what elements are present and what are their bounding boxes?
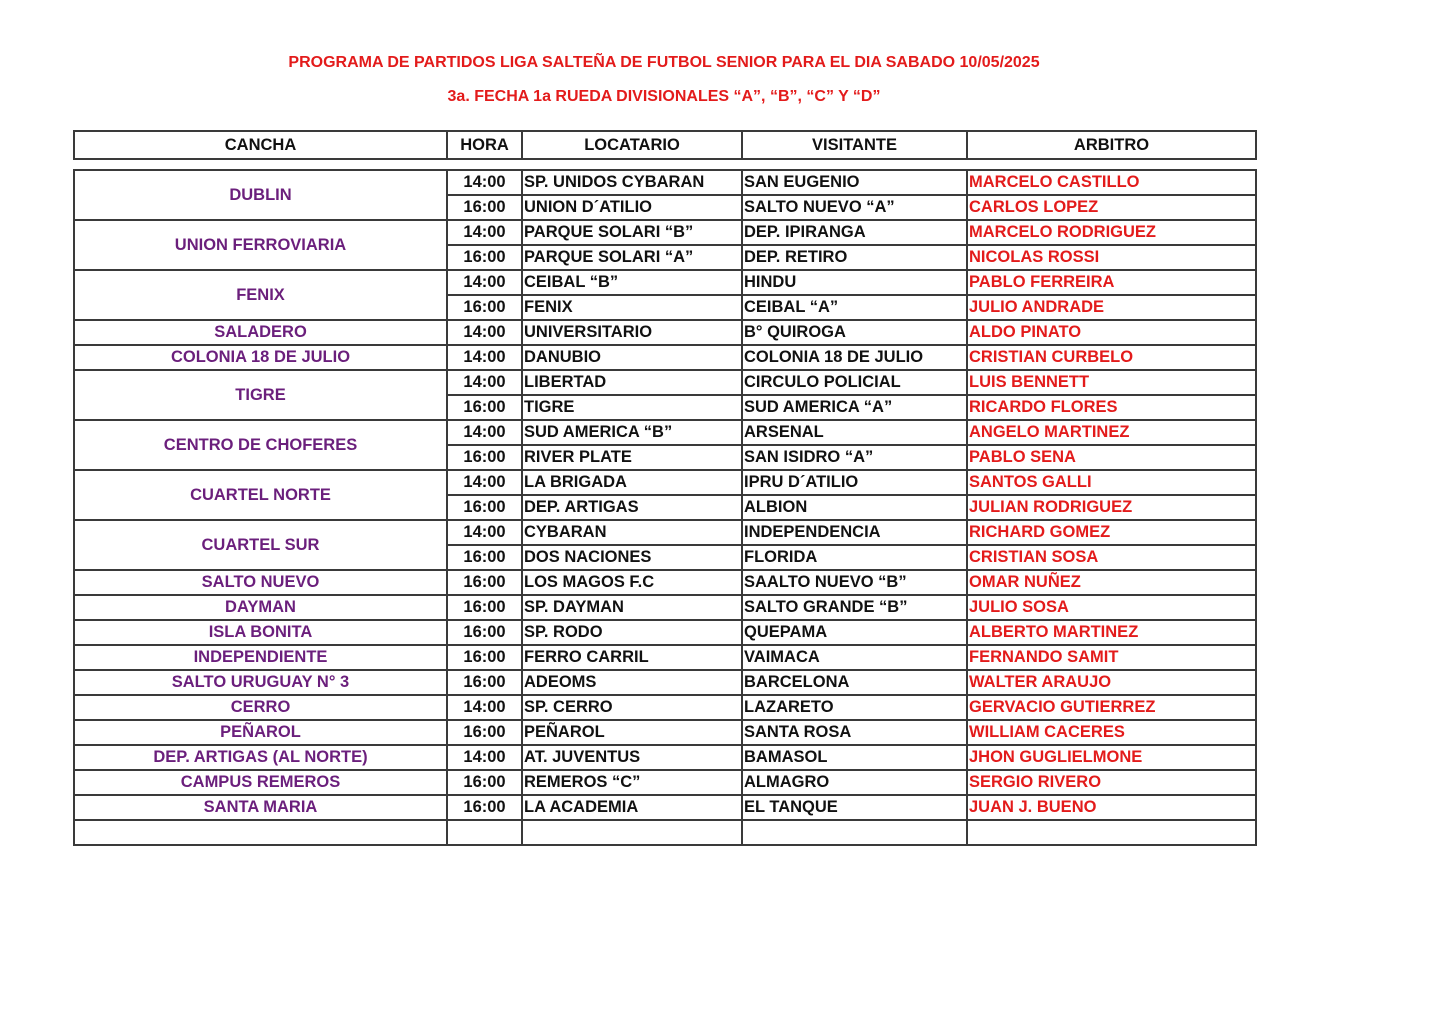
cancha-cell: SALTO URUGUAY N° 3 <box>74 670 447 695</box>
hora-cell: 14:00 <box>447 220 522 245</box>
locatario-cell: PEÑAROL <box>522 720 742 745</box>
arbitro-cell: CARLOS LOPEZ <box>967 195 1256 220</box>
empty-cell <box>742 820 967 845</box>
visitante-cell: SUD AMERICA “A” <box>742 395 967 420</box>
arbitro-cell: JULIO SOSA <box>967 595 1256 620</box>
locatario-cell: FENIX <box>522 295 742 320</box>
locatario-cell: RIVER PLATE <box>522 445 742 470</box>
arbitro-cell: FERNANDO SAMIT <box>967 645 1256 670</box>
visitante-cell: BAMASOL <box>742 745 967 770</box>
header-visitante: VISITANTE <box>742 131 967 159</box>
schedule-body <box>74 170 1256 845</box>
table-row <box>74 345 1256 370</box>
arbitro-cell: RICHARD GOMEZ <box>967 520 1256 545</box>
arbitro-cell: OMAR NUÑEZ <box>967 570 1256 595</box>
visitante-cell: ALBION <box>742 495 967 520</box>
arbitro-cell: CRISTIAN SOSA <box>967 545 1256 570</box>
visitante-cell: SALTO NUEVO “A” <box>742 195 967 220</box>
cancha-cell: DAYMAN <box>74 595 447 620</box>
hora-cell: 16:00 <box>447 770 522 795</box>
hora-cell: 16:00 <box>447 795 522 820</box>
schedule-table <box>73 169 1257 846</box>
hora-cell: 16:00 <box>447 620 522 645</box>
hora-cell: 14:00 <box>447 745 522 770</box>
locatario-cell: LA BRIGADA <box>522 470 742 495</box>
visitante-cell: SAN ISIDRO “A” <box>742 445 967 470</box>
visitante-cell: IPRU D´ATILIO <box>742 470 967 495</box>
visitante-cell: ALMAGRO <box>742 770 967 795</box>
cancha-cell: CERRO <box>74 695 447 720</box>
arbitro-cell: WALTER ARAUJO <box>967 670 1256 695</box>
visitante-cell: ARSENAL <box>742 420 967 445</box>
hora-cell: 14:00 <box>447 270 522 295</box>
locatario-cell: REMEROS “C” <box>522 770 742 795</box>
locatario-cell: LIBERTAD <box>522 370 742 395</box>
cancha-cell: CAMPUS REMEROS <box>74 770 447 795</box>
hora-cell: 16:00 <box>447 720 522 745</box>
hora-cell: 14:00 <box>447 695 522 720</box>
visitante-cell: LAZARETO <box>742 695 967 720</box>
table-row <box>74 645 1256 670</box>
header-hora: HORA <box>447 131 522 159</box>
locatario-cell: DANUBIO <box>522 345 742 370</box>
cancha-cell: TIGRE <box>74 370 447 420</box>
visitante-cell: DEP. RETIRO <box>742 245 967 270</box>
table-row <box>74 795 1256 820</box>
arbitro-cell: ANGELO MARTINEZ <box>967 420 1256 445</box>
empty-cell <box>447 820 522 845</box>
header-locatario: LOCATARIO <box>522 131 742 159</box>
table-row <box>74 220 1256 245</box>
table-row <box>74 720 1256 745</box>
arbitro-cell: JULIAN RODRIGUEZ <box>967 495 1256 520</box>
arbitro-cell: JHON GUGLIELMONE <box>967 745 1256 770</box>
locatario-cell: SP. CERRO <box>522 695 742 720</box>
locatario-cell: SP. RODO <box>522 620 742 645</box>
cancha-cell: SALTO NUEVO <box>74 570 447 595</box>
empty-cell <box>74 820 447 845</box>
locatario-cell: SP. UNIDOS CYBARAN <box>522 170 742 195</box>
hora-cell: 16:00 <box>447 670 522 695</box>
locatario-cell: UNION D´ATILIO <box>522 195 742 220</box>
hora-cell: 14:00 <box>447 320 522 345</box>
locatario-cell: CYBARAN <box>522 520 742 545</box>
visitante-cell: COLONIA 18 DE JULIO <box>742 345 967 370</box>
page-title: PROGRAMA DE PARTIDOS LIGA SALTEÑA DE FUTBOL SENIOR PARA EL DIA SABADO 10/05/2025 <box>288 54 1040 71</box>
table-row <box>74 670 1256 695</box>
hora-cell: 16:00 <box>447 295 522 320</box>
hora-cell: 16:00 <box>447 595 522 620</box>
locatario-cell: UNIVERSITARIO <box>522 320 742 345</box>
table-row <box>74 695 1256 720</box>
locatario-cell: CEIBAL “B” <box>522 270 742 295</box>
locatario-cell: PARQUE SOLARI “A” <box>522 245 742 270</box>
arbitro-cell: WILLIAM CACERES <box>967 720 1256 745</box>
locatario-cell: LA ACADEMIA <box>522 795 742 820</box>
table-row <box>74 270 1256 295</box>
arbitro-cell: PABLO SENA <box>967 445 1256 470</box>
arbitro-cell: ALDO PINATO <box>967 320 1256 345</box>
visitante-cell: FLORIDA <box>742 545 967 570</box>
arbitro-cell: CRISTIAN CURBELO <box>967 345 1256 370</box>
visitante-cell: SAALTO NUEVO “B” <box>742 570 967 595</box>
header-table <box>73 130 1257 160</box>
hora-cell: 14:00 <box>447 170 522 195</box>
arbitro-cell: SERGIO RIVERO <box>967 770 1256 795</box>
hora-cell: 14:00 <box>447 370 522 395</box>
visitante-cell: HINDU <box>742 270 967 295</box>
header-cancha: CANCHA <box>74 131 447 159</box>
visitante-cell: SALTO GRANDE “B” <box>742 595 967 620</box>
cancha-cell: DEP. ARTIGAS (AL NORTE) <box>74 745 447 770</box>
locatario-cell: DOS NACIONES <box>522 545 742 570</box>
empty-row <box>74 820 1256 845</box>
locatario-cell: SUD AMERICA “B” <box>522 420 742 445</box>
hora-cell: 16:00 <box>447 495 522 520</box>
cancha-cell: FENIX <box>74 270 447 320</box>
hora-cell: 16:00 <box>447 395 522 420</box>
table-row <box>74 370 1256 395</box>
arbitro-cell: MARCELO RODRIGUEZ <box>967 220 1256 245</box>
visitante-cell: BARCELONA <box>742 670 967 695</box>
hora-cell: 16:00 <box>447 245 522 270</box>
table-row <box>74 620 1256 645</box>
arbitro-cell: RICARDO FLORES <box>967 395 1256 420</box>
arbitro-cell: MARCELO CASTILLO <box>967 170 1256 195</box>
header-arbitro: ARBITRO <box>967 131 1256 159</box>
arbitro-cell: JUAN J. BUENO <box>967 795 1256 820</box>
arbitro-cell: PABLO FERREIRA <box>967 270 1256 295</box>
table-row <box>74 745 1256 770</box>
table-row <box>74 170 1256 195</box>
hora-cell: 16:00 <box>447 645 522 670</box>
hora-cell: 16:00 <box>447 445 522 470</box>
hora-cell: 14:00 <box>447 345 522 370</box>
table-row <box>74 770 1256 795</box>
empty-cell <box>522 820 742 845</box>
locatario-cell: DEP. ARTIGAS <box>522 495 742 520</box>
visitante-cell: VAIMACA <box>742 645 967 670</box>
locatario-cell: TIGRE <box>522 395 742 420</box>
page-subtitle: 3a. FECHA 1a RUEDA DIVISIONALES “A”, “B”, “C” Y “D” <box>447 88 881 105</box>
arbitro-cell: SANTOS GALLI <box>967 470 1256 495</box>
locatario-cell: FERRO CARRIL <box>522 645 742 670</box>
locatario-cell: SP. DAYMAN <box>522 595 742 620</box>
empty-cell <box>967 820 1256 845</box>
hora-cell: 14:00 <box>447 420 522 445</box>
visitante-cell: DEP. IPIRANGA <box>742 220 967 245</box>
arbitro-cell: ALBERTO MARTINEZ <box>967 620 1256 645</box>
visitante-cell: EL TANQUE <box>742 795 967 820</box>
locatario-cell: LOS MAGOS F.C <box>522 570 742 595</box>
cancha-cell: CUARTEL SUR <box>74 520 447 570</box>
header-row <box>74 131 1256 159</box>
table-row <box>74 470 1256 495</box>
table-row <box>74 420 1256 445</box>
hora-cell: 16:00 <box>447 570 522 595</box>
cancha-cell: CENTRO DE CHOFERES <box>74 420 447 470</box>
arbitro-cell: JULIO ANDRADE <box>967 295 1256 320</box>
visitante-cell: CIRCULO POLICIAL <box>742 370 967 395</box>
cancha-cell: CUARTEL NORTE <box>74 470 447 520</box>
hora-cell: 16:00 <box>447 545 522 570</box>
cancha-cell: DUBLIN <box>74 170 447 220</box>
arbitro-cell: NICOLAS ROSSI <box>967 245 1256 270</box>
visitante-cell: INDEPENDENCIA <box>742 520 967 545</box>
hora-cell: 14:00 <box>447 470 522 495</box>
table-row <box>74 570 1256 595</box>
arbitro-cell: LUIS BENNETT <box>967 370 1256 395</box>
cancha-cell: ISLA BONITA <box>74 620 447 645</box>
visitante-cell: SANTA ROSA <box>742 720 967 745</box>
cancha-cell: PEÑAROL <box>74 720 447 745</box>
visitante-cell: SAN EUGENIO <box>742 170 967 195</box>
hora-cell: 14:00 <box>447 520 522 545</box>
table-row <box>74 595 1256 620</box>
locatario-cell: AT. JUVENTUS <box>522 745 742 770</box>
arbitro-cell: GERVACIO GUTIERREZ <box>967 695 1256 720</box>
cancha-cell: SALADERO <box>74 320 447 345</box>
cancha-cell: SANTA MARIA <box>74 795 447 820</box>
locatario-cell: ADEOMS <box>522 670 742 695</box>
visitante-cell: CEIBAL “A” <box>742 295 967 320</box>
cancha-cell: UNION FERROVIARIA <box>74 220 447 270</box>
table-row <box>74 320 1256 345</box>
hora-cell: 16:00 <box>447 195 522 220</box>
cancha-cell: INDEPENDIENTE <box>74 645 447 670</box>
visitante-cell: B° QUIROGA <box>742 320 967 345</box>
locatario-cell: PARQUE SOLARI “B” <box>522 220 742 245</box>
table-row <box>74 520 1256 545</box>
cancha-cell: COLONIA 18 DE JULIO <box>74 345 447 370</box>
visitante-cell: QUEPAMA <box>742 620 967 645</box>
